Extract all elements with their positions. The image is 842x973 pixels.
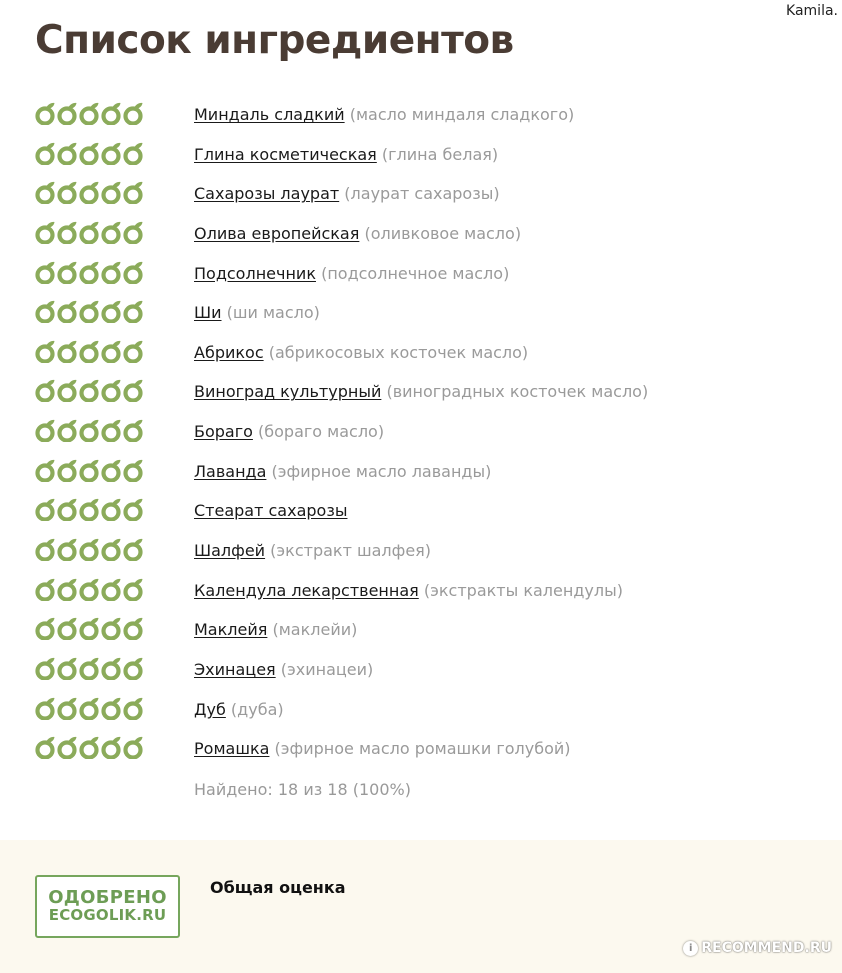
leaf-icon	[35, 101, 56, 125]
leaf-icon	[79, 378, 100, 402]
leaf-icon	[57, 220, 78, 244]
leaf-icon	[79, 180, 100, 204]
ingredient-text	[194, 620, 357, 639]
leaf-icon	[35, 260, 56, 284]
ingredient-text	[194, 422, 384, 441]
leaf-icon	[101, 299, 122, 323]
ingredient-text	[194, 303, 320, 322]
ingredient-link[interactable]: Стеарат сахарозы	[194, 501, 348, 521]
leaf-icon	[123, 735, 144, 759]
recommend-logo-icon: i	[683, 941, 698, 956]
leaf-icon	[79, 616, 100, 640]
leaf-icon	[57, 101, 78, 125]
leaf-icon	[101, 141, 122, 165]
ingredient-text	[194, 581, 623, 600]
leaf-icon	[79, 696, 100, 720]
leaf-icon	[35, 656, 56, 680]
leaf-icon	[123, 458, 144, 482]
leaf-icon	[35, 735, 56, 759]
safety-rating	[35, 735, 144, 759]
ingredient-row	[0, 254, 842, 294]
leaf-icon	[101, 577, 122, 601]
ingredient-text	[194, 382, 648, 401]
leaf-icon	[35, 339, 56, 363]
leaf-icon	[79, 537, 100, 561]
page-title: Список ингредиентов	[35, 18, 514, 63]
ingredient-alias: (бораго масло)	[252, 422, 385, 442]
leaf-icon	[35, 378, 56, 402]
ingredient-text	[194, 660, 373, 679]
leaf-icon	[101, 497, 122, 521]
leaf-icon	[79, 497, 100, 521]
user-name[interactable]: Kamila.	[786, 3, 838, 19]
ingredient-link[interactable]: Глина косметическая	[194, 144, 377, 164]
leaf-icon	[57, 418, 78, 442]
safety-rating	[35, 378, 144, 402]
leaf-icon	[35, 299, 56, 323]
leaf-icon	[123, 378, 144, 402]
watermark	[683, 940, 832, 956]
ingredient-text	[194, 264, 509, 283]
leaf-icon	[123, 537, 144, 561]
safety-rating	[35, 497, 144, 521]
leaf-icon	[57, 299, 78, 323]
ingredient-link[interactable]: Сахарозы лаурат	[194, 184, 340, 204]
leaf-icon	[123, 656, 144, 680]
ingredient-alias: (экстракт шалфея)	[265, 541, 432, 561]
ingredient-row	[0, 452, 842, 492]
leaf-icon	[57, 497, 78, 521]
ingredient-link[interactable]: Лаванда	[194, 461, 267, 481]
safety-rating	[35, 141, 144, 165]
leaf-icon	[101, 260, 122, 284]
leaf-icon	[123, 418, 144, 442]
leaf-icon	[123, 260, 144, 284]
leaf-icon	[101, 378, 122, 402]
safety-rating	[35, 339, 144, 363]
leaf-icon	[35, 577, 56, 601]
ingredient-link[interactable]: Шалфей	[194, 541, 266, 561]
ingredient-link[interactable]: Абрикос	[194, 342, 264, 362]
leaf-icon	[35, 696, 56, 720]
found-count: Найдено: 18 из 18 (100%)	[194, 780, 411, 799]
leaf-icon	[57, 458, 78, 482]
ingredient-list	[0, 95, 842, 769]
leaf-icon	[57, 616, 78, 640]
ingredient-row	[0, 333, 842, 373]
leaf-icon	[57, 339, 78, 363]
ingredient-link[interactable]: Ромашка	[194, 739, 270, 759]
ingredient-text	[194, 739, 571, 758]
leaf-icon	[123, 696, 144, 720]
ingredient-link[interactable]: Бораго	[194, 422, 253, 442]
ingredient-link[interactable]: Дуб	[194, 699, 226, 719]
leaf-icon	[35, 418, 56, 442]
leaf-icon	[123, 101, 144, 125]
leaf-icon	[79, 458, 100, 482]
leaf-icon	[123, 180, 144, 204]
ingredient-text	[194, 145, 498, 164]
badge-line1: ОДОБРЕНО	[48, 887, 167, 909]
leaf-icon	[101, 696, 122, 720]
leaf-icon	[79, 141, 100, 165]
ingredient-alias: (маклейи)	[267, 620, 358, 640]
leaf-icon	[79, 418, 100, 442]
leaf-icon	[101, 101, 122, 125]
leaf-icon	[57, 735, 78, 759]
ingredient-row	[0, 214, 842, 254]
leaf-icon	[57, 537, 78, 561]
leaf-icon	[79, 577, 100, 601]
leaf-icon	[57, 696, 78, 720]
leaf-icon	[79, 220, 100, 244]
ingredient-text	[194, 343, 528, 362]
leaf-icon	[35, 458, 56, 482]
safety-rating	[35, 537, 144, 561]
ingredient-alias: (абрикосовых косточек масло)	[263, 342, 529, 362]
leaf-icon	[57, 378, 78, 402]
leaf-icon	[79, 260, 100, 284]
ingredient-text	[194, 541, 431, 560]
ingredient-alias: (эфирное масло лаванды)	[266, 461, 492, 481]
ingredient-alias: (лаурат сахарозы)	[339, 184, 500, 204]
ingredient-text	[194, 184, 500, 203]
ingredient-link[interactable]: Виноград культурный	[194, 382, 382, 402]
leaf-icon	[35, 616, 56, 640]
ingredient-row	[0, 531, 842, 571]
watermark-text: RECOMMEND.RU	[701, 940, 832, 956]
ingredient-text	[194, 224, 521, 243]
leaf-icon	[123, 497, 144, 521]
leaf-icon	[101, 735, 122, 759]
safety-rating	[35, 299, 144, 323]
ingredient-row	[0, 491, 842, 531]
ingredient-row	[0, 690, 842, 730]
ingredient-alias: (эхинацеи)	[275, 659, 374, 679]
leaf-icon	[79, 101, 100, 125]
safety-rating	[35, 656, 144, 680]
leaf-icon	[35, 497, 56, 521]
ingredient-row	[0, 610, 842, 650]
leaf-icon	[35, 141, 56, 165]
safety-rating	[35, 180, 144, 204]
leaf-icon	[101, 339, 122, 363]
ingredient-row	[0, 650, 842, 690]
safety-rating	[35, 577, 144, 601]
leaf-icon	[79, 299, 100, 323]
safety-rating	[35, 458, 144, 482]
safety-rating	[35, 418, 144, 442]
leaf-icon	[101, 418, 122, 442]
ingredient-alias: (виноградных косточек масло)	[381, 382, 649, 402]
ingredient-alias: (экстракты календулы)	[418, 580, 623, 600]
safety-rating	[35, 696, 144, 720]
leaf-icon	[123, 299, 144, 323]
ingredient-alias: (дуба)	[225, 699, 284, 719]
ingredient-row	[0, 95, 842, 135]
ingredient-alias: (масло миндаля сладкого)	[344, 105, 575, 124]
ingredient-link[interactable]: Эхинацея	[194, 659, 276, 679]
ingredient-alias: (глина белая)	[376, 144, 499, 164]
leaf-icon	[101, 458, 122, 482]
ingredient-link[interactable]: Олива европейская	[194, 223, 360, 243]
leaf-icon	[57, 260, 78, 284]
ingredient-text	[194, 700, 284, 719]
ingredient-row	[0, 293, 842, 333]
safety-rating	[35, 616, 144, 640]
ingredient-link[interactable]: Подсолнечник	[194, 263, 316, 283]
leaf-icon	[101, 220, 122, 244]
badge-line2: ECOGOLIK.RU	[48, 906, 167, 925]
ingredient-row	[0, 412, 842, 452]
leaf-icon	[57, 141, 78, 165]
leaf-icon	[79, 735, 100, 759]
leaf-icon	[35, 220, 56, 244]
leaf-icon	[123, 141, 144, 165]
ingredient-row	[0, 372, 842, 412]
rating-panel	[0, 840, 842, 973]
ingredient-text	[194, 105, 574, 124]
ingredient-row	[0, 174, 842, 214]
ingredient-alias: (ши масло)	[221, 303, 320, 323]
ingredient-text	[194, 462, 491, 481]
leaf-icon	[79, 339, 100, 363]
ingredient-row	[0, 571, 842, 611]
leaf-icon	[101, 656, 122, 680]
leaf-icon	[57, 656, 78, 680]
leaf-icon	[123, 220, 144, 244]
leaf-icon	[57, 180, 78, 204]
leaf-icon	[101, 537, 122, 561]
leaf-icon	[35, 537, 56, 561]
leaf-icon	[35, 180, 56, 204]
ingredient-alias: (подсолнечное масло)	[315, 263, 510, 283]
ingredient-link[interactable]: Календула лекарственная	[194, 580, 419, 600]
leaf-icon	[123, 577, 144, 601]
ingredient-row	[0, 729, 842, 769]
leaf-icon	[123, 339, 144, 363]
ingredient-text	[194, 501, 347, 520]
safety-rating	[35, 260, 144, 284]
approved-badge	[35, 875, 180, 938]
safety-rating	[35, 101, 144, 125]
ingredient-link[interactable]: Миндаль сладкий	[194, 105, 345, 124]
ingredient-alias: (эфирное масло ромашки голубой)	[269, 739, 571, 759]
ingredient-link[interactable]: Маклейя	[194, 620, 268, 640]
leaf-icon	[101, 616, 122, 640]
leaf-icon	[123, 616, 144, 640]
leaf-icon	[101, 180, 122, 204]
leaf-icon	[79, 656, 100, 680]
ingredient-alias: (оливковое масло)	[359, 223, 522, 243]
ingredient-row	[0, 135, 842, 175]
leaf-icon	[57, 577, 78, 601]
ingredient-link[interactable]: Ши	[194, 303, 222, 323]
safety-rating	[35, 220, 144, 244]
overall-rating-label: Общая оценка	[210, 878, 346, 897]
